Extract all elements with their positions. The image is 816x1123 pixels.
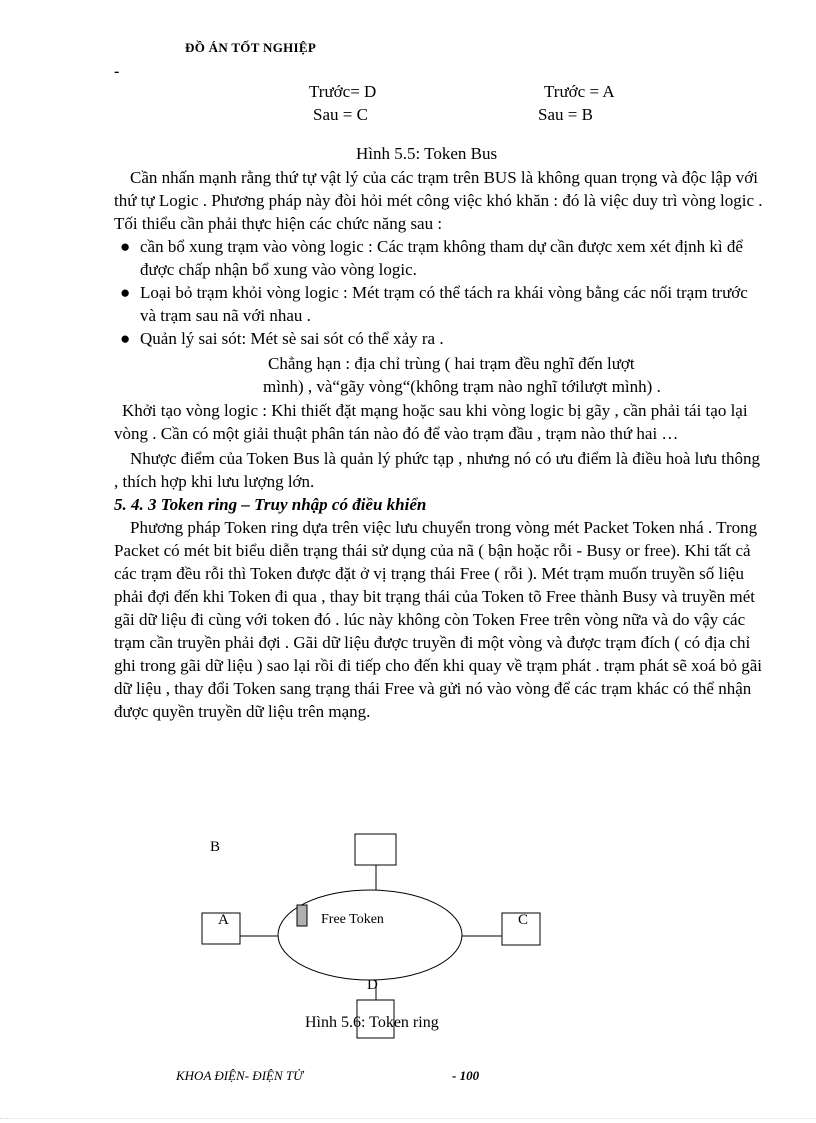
figure-5-6-caption: Hình 5.6: Token ring: [305, 1014, 439, 1031]
ring-ellipse: [278, 890, 462, 980]
paragraph-order: Cần nhấn mạnh rằng thứ tự vật lý của các trạm trên BUS là không quan trọng và độc lập với thứ tự Logic . Phương pháp này đòi hỏi mét công việc khó khăn : đó là việc duy trì vòng logic . Tối thiểu cần phải thực hiện các chức năng sau :: [114, 168, 763, 233]
footer-faculty: KHOA ĐIỆN- ĐIỆN TỬ: [176, 1068, 303, 1083]
label-c: C: [518, 912, 529, 928]
table-right-after: Sau = B: [538, 105, 593, 124]
bullet-icon: ●: [120, 283, 131, 302]
paragraph-init-ring: Khởi tạo vòng logic : Khi thiết đặt mạng hoặc sau khi vòng logic bị gãy , cần phải tái tạo lại vòng . Cần có một giải thuật phân tán nào đó để vào trạm đầu , trạm nào thứ hai …: [114, 401, 748, 443]
station-top-box: [355, 834, 396, 865]
label-b: B: [210, 839, 221, 855]
page-bottom-rule: [0, 1118, 816, 1119]
paragraph-token-ring: Phương pháp Token ring dựa trên việc lưu chuyển trong vòng mét Packet Token nhá . Trong Packet có mét bit biểu diễn trạng thái sử dụng của nã ( bận hoặc rỗi - Busy or free). Khi tất cả các trạm đều rỗi thì Token được đặt ở vị trạng thái Free ( rỗi ). Mét trạm muốn truyền số liệu phải đợi đến khi Token đi qua , thay bit trạng thái của Token tõ Free thành Busy và truyền mét gãi dữ liệu đi cùng với token đó . lúc này không còn Token Free trên vòng nữa và do vậy các trạm cần truyền phải đợi . Gãi dữ liệu được truyền đi một vòng và được trạm đích ( có địa chỉ ghi trong gãi dữ liệu ) sao lại rồi đi tiếp cho đến khi quay về trạm phát . trạm phát sẽ xoá bỏ gãi dữ liệu , thay đổi Token sang trạng thái Free và gửi nó vào vòng để các trạm khác có thể nhận được quyền truyền dữ liệu trên mạng.: [114, 518, 762, 721]
section-heading: 5. 4. 3 Token ring – Truy nhập có điều khiển: [114, 495, 427, 514]
token-marker: [297, 905, 307, 926]
list-item: ● Loại bỏ trạm khỏi vòng logic : Mét trạm có thể tách ra khái vòng bằng các nối trạm trước và trạm sau nã với nhau .: [120, 283, 748, 325]
label-d: D: [367, 977, 378, 993]
figure-5-5-caption: Hình 5.5: Token Bus: [356, 144, 498, 163]
example-line-1: Chẳng hạn : địa chỉ trùng ( hai trạm đều nghĩ đến lượt: [268, 354, 635, 373]
bullet-icon: ●: [120, 237, 131, 256]
paragraph-drawback: Nhược điểm của Token Bus là quản lý phức tạp , nhưng nó có ưu điểm là điều hoà lưu thông , thích hợp khi lưu lượng lớn.: [114, 449, 761, 491]
list-item: ● cần bổ xung trạm vào vòng logic : Các trạm không tham dự cần được xem xét định kì để được chấp nhận bổ xung vào vòng logic.: [120, 237, 743, 279]
table-left-after: Sau = C: [313, 105, 368, 124]
table-right-before: Trước = A: [544, 82, 615, 101]
table-left-before: Trước= D: [309, 82, 377, 101]
label-a: A: [218, 912, 229, 928]
page-number: - 100: [452, 1068, 480, 1083]
document-header: ĐỒ ÁN TỐT NGHIỆP: [185, 40, 317, 55]
example-line-2: mình) , và“gãy vòng“(không trạm nào nghĩ tớilượt mình) .: [263, 377, 661, 396]
list-item: ● Quản lý sai sót: Mét sè sai sót có thể xảy ra .: [120, 329, 444, 348]
ring-token-label: Free Token: [321, 912, 384, 927]
dash-mark: -: [114, 63, 120, 80]
bullet-icon: ●: [120, 329, 131, 348]
